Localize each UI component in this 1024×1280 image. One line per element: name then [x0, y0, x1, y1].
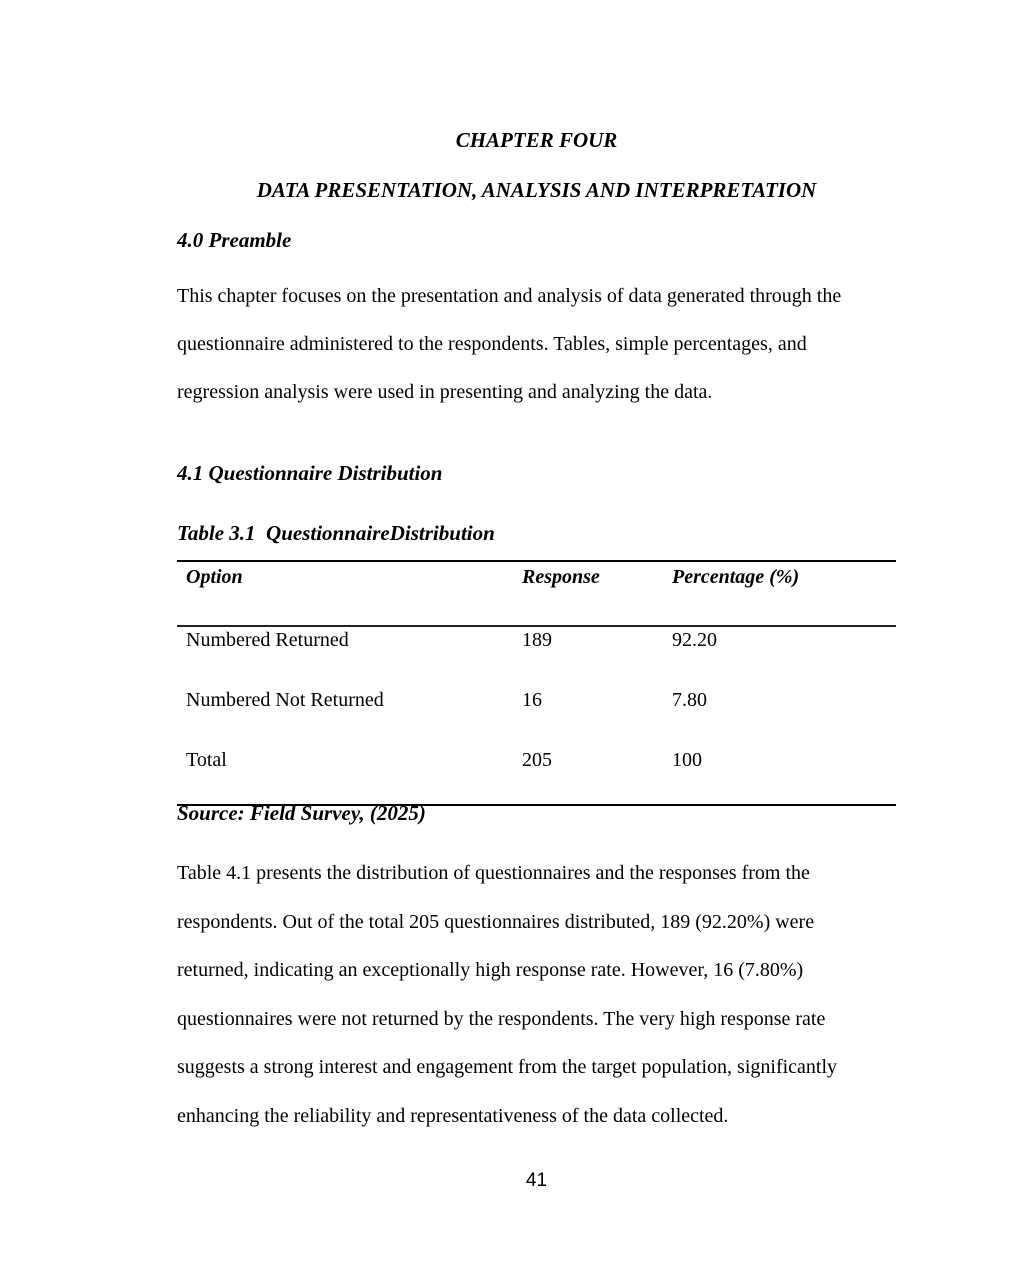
table-source-note: Source: Field Survey, (2025)	[177, 801, 426, 825]
table-header-option: Option	[186, 566, 243, 588]
table-cell-option: Total	[186, 749, 227, 771]
paragraph-line: questionnaires were not returned by the respondents. The very high response rate	[177, 1007, 826, 1030]
table-cell-response: 205	[522, 749, 552, 771]
paragraph-line: enhancing the reliability and representativeness of the data collected.	[177, 1104, 729, 1127]
table-cell-percentage: 92.20	[672, 629, 717, 651]
paragraph-line: regression analysis were used in presenting and analyzing the data.	[177, 381, 713, 403]
table-cell-response: 16	[522, 689, 542, 711]
preamble-paragraph	[177, 272, 937, 416]
paragraph-line: returned, indicating an exceptionally high response rate. However, 16 (7.80%)	[177, 959, 804, 981]
table-row	[177, 747, 896, 804]
section-4-0-heading: 4.0 Preamble	[177, 228, 292, 252]
table-cell-percentage: 100	[672, 749, 702, 771]
table-header-response: Response	[522, 566, 600, 588]
paragraph-line: respondents. Out of the total 205 questionnaires distributed, 189 (92.20%) were	[177, 910, 815, 933]
document-title-heading: DATA PRESENTATION, ANALYSIS AND INTERPRETATION	[256, 178, 817, 202]
table-cell-response: 189	[522, 629, 552, 651]
table-header-row	[177, 562, 896, 627]
paragraph-line: questionnaire administered to the respondents. Tables, simple percentages, and	[177, 333, 807, 355]
table-cell-option: Numbered Returned	[186, 629, 349, 651]
page-number: 41	[525, 1170, 548, 1191]
table-row	[177, 687, 896, 747]
table-header-percentage: Percentage (%)	[672, 566, 800, 588]
questionnaire-distribution-table	[177, 560, 896, 806]
chapter-heading: CHAPTER FOUR	[455, 128, 618, 152]
table-cell-option: Numbered Not Returned	[186, 689, 384, 711]
paragraph-line: suggests a strong interest and engagement from the target population, significantly	[177, 1056, 838, 1078]
table-cell-percentage: 7.80	[672, 689, 707, 711]
paragraph-line: This chapter focuses on the presentation and analysis of data generated through the	[177, 285, 842, 307]
table-row	[177, 627, 896, 687]
paragraph-line: Table 4.1 presents the distribution of questionnaires and the responses from the	[177, 862, 810, 884]
analysis-paragraph	[177, 849, 937, 1140]
section-4-1-heading: 4.1 Questionnaire Distribution	[177, 461, 443, 485]
table-caption: Table 3.1 QuestionnaireDistribution	[177, 521, 495, 545]
